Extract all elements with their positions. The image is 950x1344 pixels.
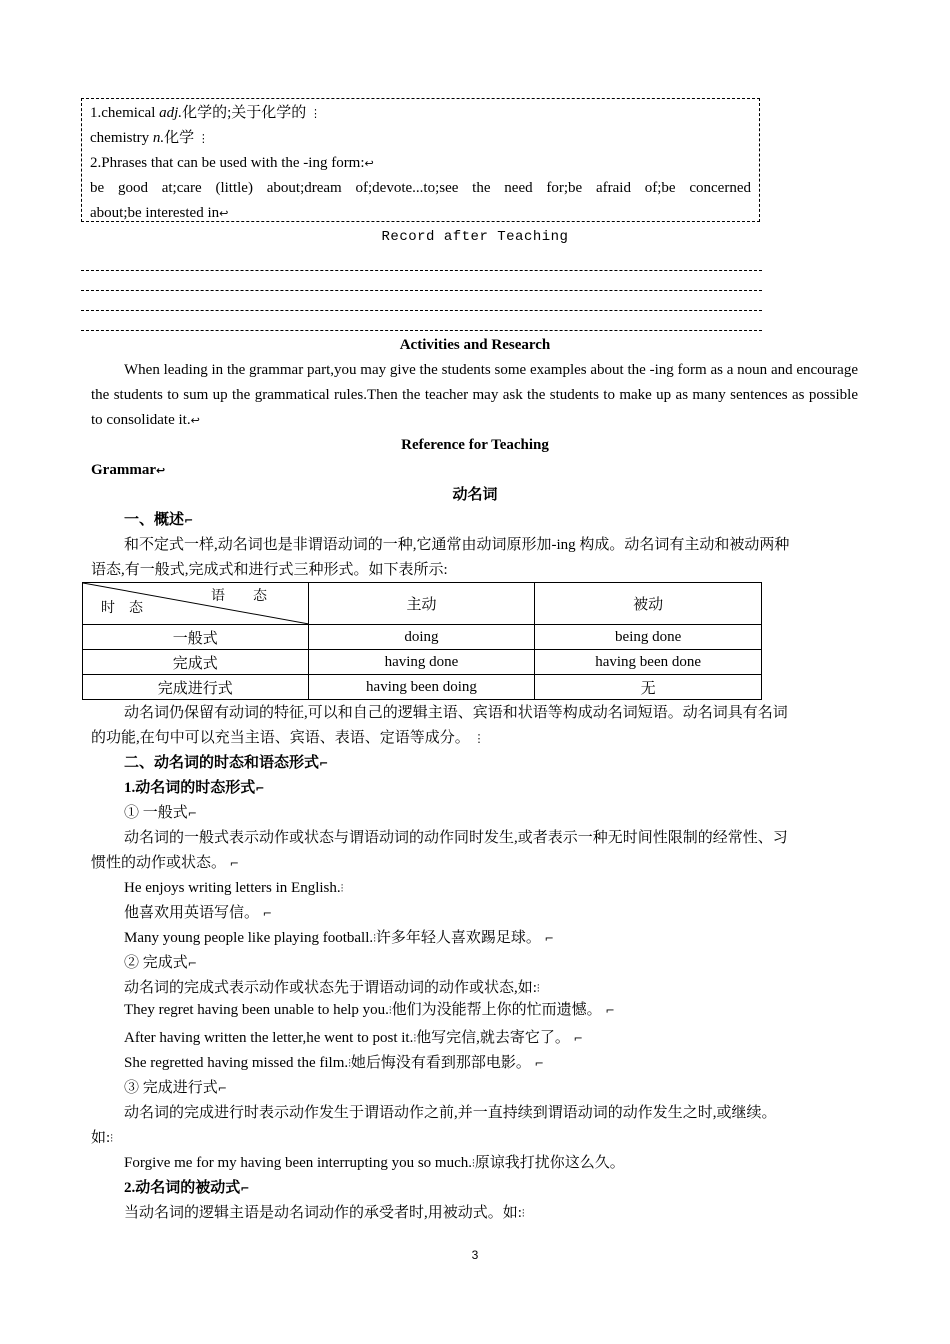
example-sentence: She regretted having missed the film.⫶她后悔没有看到那部电影。 ⌐ (124, 1055, 544, 1071)
table-row: 完成式 having done having been done (83, 650, 762, 675)
features-line-2: 的功能,在句中可以充当主语、宾语、表语、定语等成分。 ⋮ (91, 730, 485, 746)
intro-line-2: 语态,有一般式,完成式和进行式三种形式。如下表所示: (91, 562, 448, 578)
record-after-teaching-title: Record after Teaching (381, 229, 569, 245)
activities-paragraph: When leading in the grammar part,you may give the students some examples about the -ing form as a noun and encourage the students to sum up the grammatical rules.Then the teacher may ask the students to make up as many sentences as possible to consolidate it.↩ (91, 362, 858, 428)
vocabulary-box (81, 98, 760, 222)
features-line-1: 动名词仍保留有动词的特征,可以和自己的逻辑主语、宾语和状语等构成动名词短语。动名词具有名词 (124, 705, 788, 721)
vocab-line-4: be good at;care (little) about;dream of;devote...to;see the need for;be afraid of;be concerned (90, 180, 751, 196)
paragraph-mark-icon: ↩ (155, 464, 166, 477)
vocab-line-2: chemistry n.化学 ⋮ (90, 130, 209, 146)
subsection-tense-forms: 1.动名词的时态形式⌐ (124, 780, 265, 796)
vocab-line-5: about;be interested in↩ (90, 205, 229, 221)
example-sentence: He enjoys writing letters in English.⫶ (124, 880, 344, 896)
paragraph-mark-icon: ↩ (190, 414, 200, 427)
vocab-line-3: 2.Phrases that can be used with the -ing form:↩ (90, 155, 374, 171)
perfect-form-desc: 动名词的完成式表示动作或状态先于谓语动词的动作或状态,如:⫶ (124, 980, 540, 996)
simple-form-desc-2: 惯性的动作或状态。 ⌐ (91, 855, 239, 871)
table-header-active: 主动 (308, 583, 535, 625)
grammar-label: Grammar↩ (91, 462, 166, 478)
dashed-line (81, 330, 762, 331)
section-overview: 一、概述⌐ (124, 512, 194, 528)
example-sentence: They regret having been unable to help you.⫶他们为没能帮上你的忙而遗憾。 ⌐ (124, 1002, 615, 1018)
item-simple-form: ① 一般式⌐ (124, 805, 197, 821)
example-sentence: Many young people like playing football.⫶许多年轻人喜欢踢足球。 ⌐ (124, 930, 554, 946)
passive-desc: 当动名词的逻辑主语是动名词动作的承受者时,用被动式。如:⫶ (124, 1205, 525, 1221)
example-sentence: Forgive me for my having been interrupting you so much.⫶原谅我打扰你这么久。 (124, 1155, 625, 1171)
section-tense-voice: 二、动名词的时态和语态形式⌐ (124, 755, 329, 771)
simple-form-desc-1: 动名词的一般式表示动作或状态与谓语动词的动作同时发生,或者表示一种无时间性限制的经常性、习 (124, 830, 788, 846)
paragraph-mark-icon: ⋮ (197, 132, 209, 145)
gerund-forms-table (82, 582, 762, 700)
intro-line-1: 和不定式一样,动名词也是非谓语动词的一种,它通常由动词原形加-ing 构成。动名词有主动和被动两种 (124, 537, 790, 553)
table-row: 一般式 doing being done (83, 625, 762, 650)
table-header-passive: 被动 (535, 583, 762, 625)
paragraph-mark-icon: ⋮ (309, 107, 321, 120)
dashed-line (81, 310, 762, 311)
page-number: 3 (471, 1248, 479, 1262)
gerund-title: 动名词 (452, 487, 498, 503)
vocab-line-1: 1.chemical adj.化学的;关于化学的 ⋮ (90, 105, 321, 121)
reference-heading: Reference for Teaching (401, 437, 549, 453)
dashed-line (81, 270, 762, 271)
activities-heading: Activities and Research (399, 337, 551, 353)
table-diagonal-header: 语 态 时 态 (83, 583, 309, 625)
paragraph-mark-icon: ↩ (364, 157, 374, 170)
example-translation: 他喜欢用英语写信。 ⌐ (124, 905, 272, 921)
subsection-passive-form: 2.动名词的被动式⌐ (124, 1180, 250, 1196)
paragraph-mark-icon: ↩ (219, 207, 229, 220)
table-row: 完成进行式 having been doing 无 (83, 675, 762, 700)
example-sentence: After having written the letter,he went to post it.⫶他写完信,就去寄它了。 ⌐ (124, 1030, 583, 1046)
item-perfect-continuous-form: ③ 完成进行式⌐ (124, 1080, 227, 1096)
item-perfect-form: ② 完成式⌐ (124, 955, 197, 971)
perfect-continuous-desc-1: 动名词的完成进行时表示动作发生于谓语动作之前,并一直持续到谓语动词的动作发生之时,或继续。 (124, 1105, 777, 1121)
dashed-line (81, 290, 762, 291)
perfect-continuous-desc-2: 如:⫶ (91, 1130, 113, 1146)
